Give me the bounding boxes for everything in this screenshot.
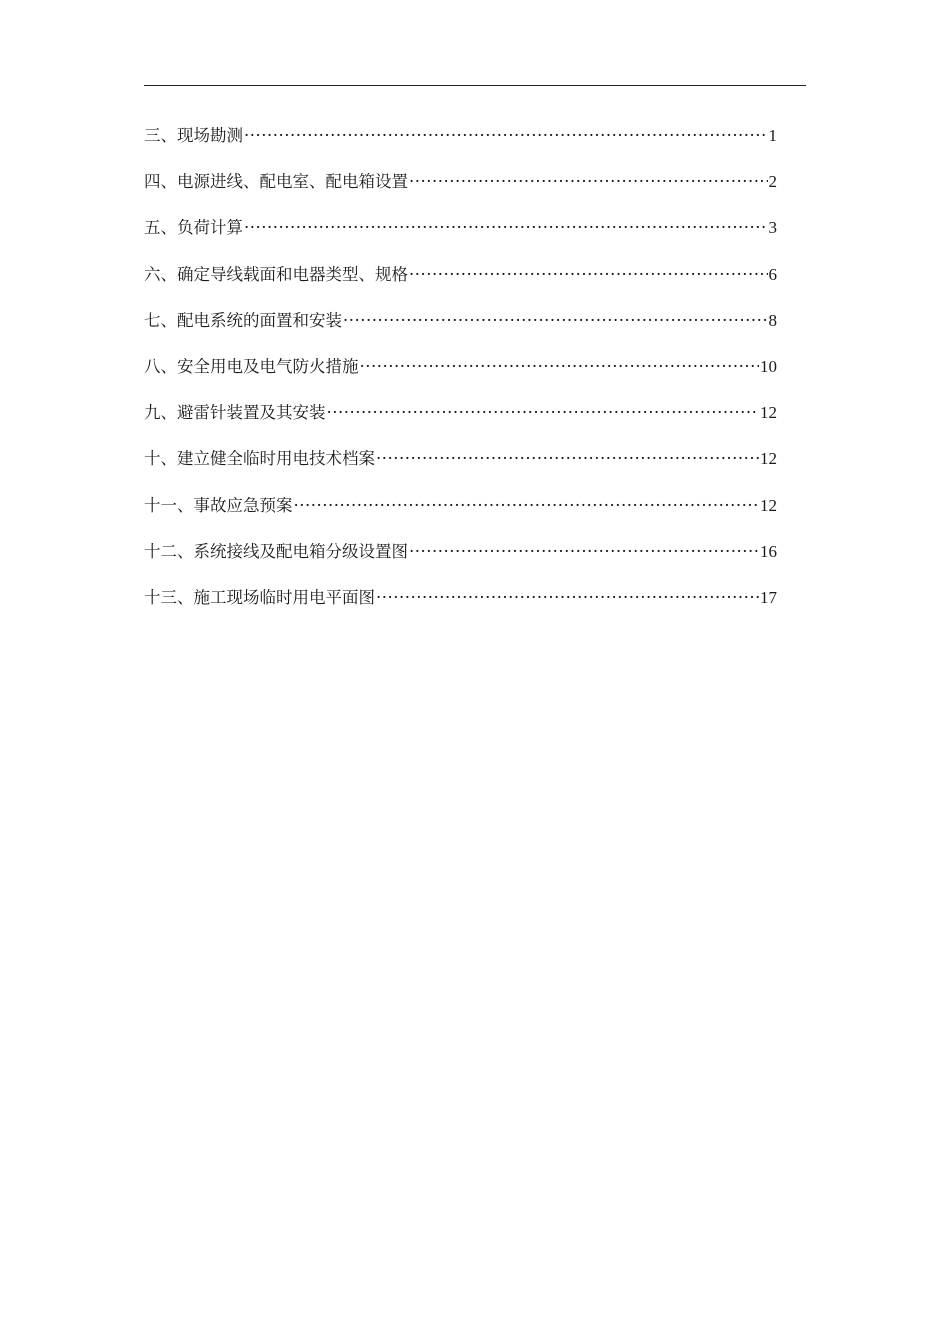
table-of-contents [144, 121, 777, 629]
toc-entry-page: 1 [768, 126, 777, 145]
toc-dot-leader [244, 213, 768, 243]
toc-entry [144, 444, 777, 490]
toc-entry-page: 6 [768, 264, 777, 284]
toc-entry-title: 四、电源进线、配电室、配电箱设置 [144, 172, 408, 192]
toc-entry-page: 12 [760, 403, 777, 423]
toc-entry [144, 306, 777, 352]
toc-entry-title: 七、配电系统的面置和安装 [144, 310, 342, 330]
toc-entry-title: 十、建立健全临时用电技术档案 [144, 449, 375, 469]
toc-entry-title: 八、安全用电及电气防火措施 [144, 356, 359, 376]
toc-entry [144, 167, 777, 213]
toc-dot-leader [409, 537, 759, 567]
toc-entry [144, 491, 777, 537]
toc-entry-title: 十三、施工现场临时用电平面图 [144, 587, 375, 607]
toc-dot-leader [294, 491, 760, 521]
toc-entry-page: 3 [768, 218, 777, 238]
toc-entry-page: 8 [768, 310, 777, 330]
toc-entry [144, 352, 777, 398]
toc-entry-page: 12 [760, 495, 777, 515]
toc-entry-page: 10 [760, 356, 777, 376]
toc-dot-leader [376, 583, 759, 613]
toc-entry [144, 213, 777, 259]
toc-entry [144, 260, 777, 306]
header-rule [144, 85, 806, 86]
toc-entry [144, 398, 777, 444]
toc-entry [144, 121, 777, 167]
toc-dot-leader [409, 167, 768, 197]
toc-entry-page: 17 [760, 587, 777, 607]
toc-dot-leader [409, 260, 768, 290]
toc-dot-leader [244, 121, 768, 151]
toc-dot-leader [327, 398, 760, 428]
toc-dot-leader [360, 352, 760, 382]
toc-entry-title: 九、避雷针装置及其安装 [144, 403, 326, 423]
toc-entry [144, 537, 777, 583]
toc-entry-title: 三、现场勘测 [144, 126, 243, 145]
toc-dot-leader [376, 444, 759, 474]
toc-entry-page: 2 [768, 172, 777, 192]
toc-entry [144, 583, 777, 629]
toc-entry-title: 六、确定导线载面和电器类型、规格 [144, 264, 408, 284]
toc-dot-leader [343, 306, 768, 336]
toc-entry-title: 五、负荷计算 [144, 218, 243, 238]
toc-entry-page: 16 [760, 541, 777, 561]
toc-entry-title: 十一、事故应急预案 [144, 495, 293, 515]
toc-entry-title: 十二、系统接线及配电箱分级设置图 [144, 541, 408, 561]
toc-entry-page: 12 [760, 449, 777, 469]
